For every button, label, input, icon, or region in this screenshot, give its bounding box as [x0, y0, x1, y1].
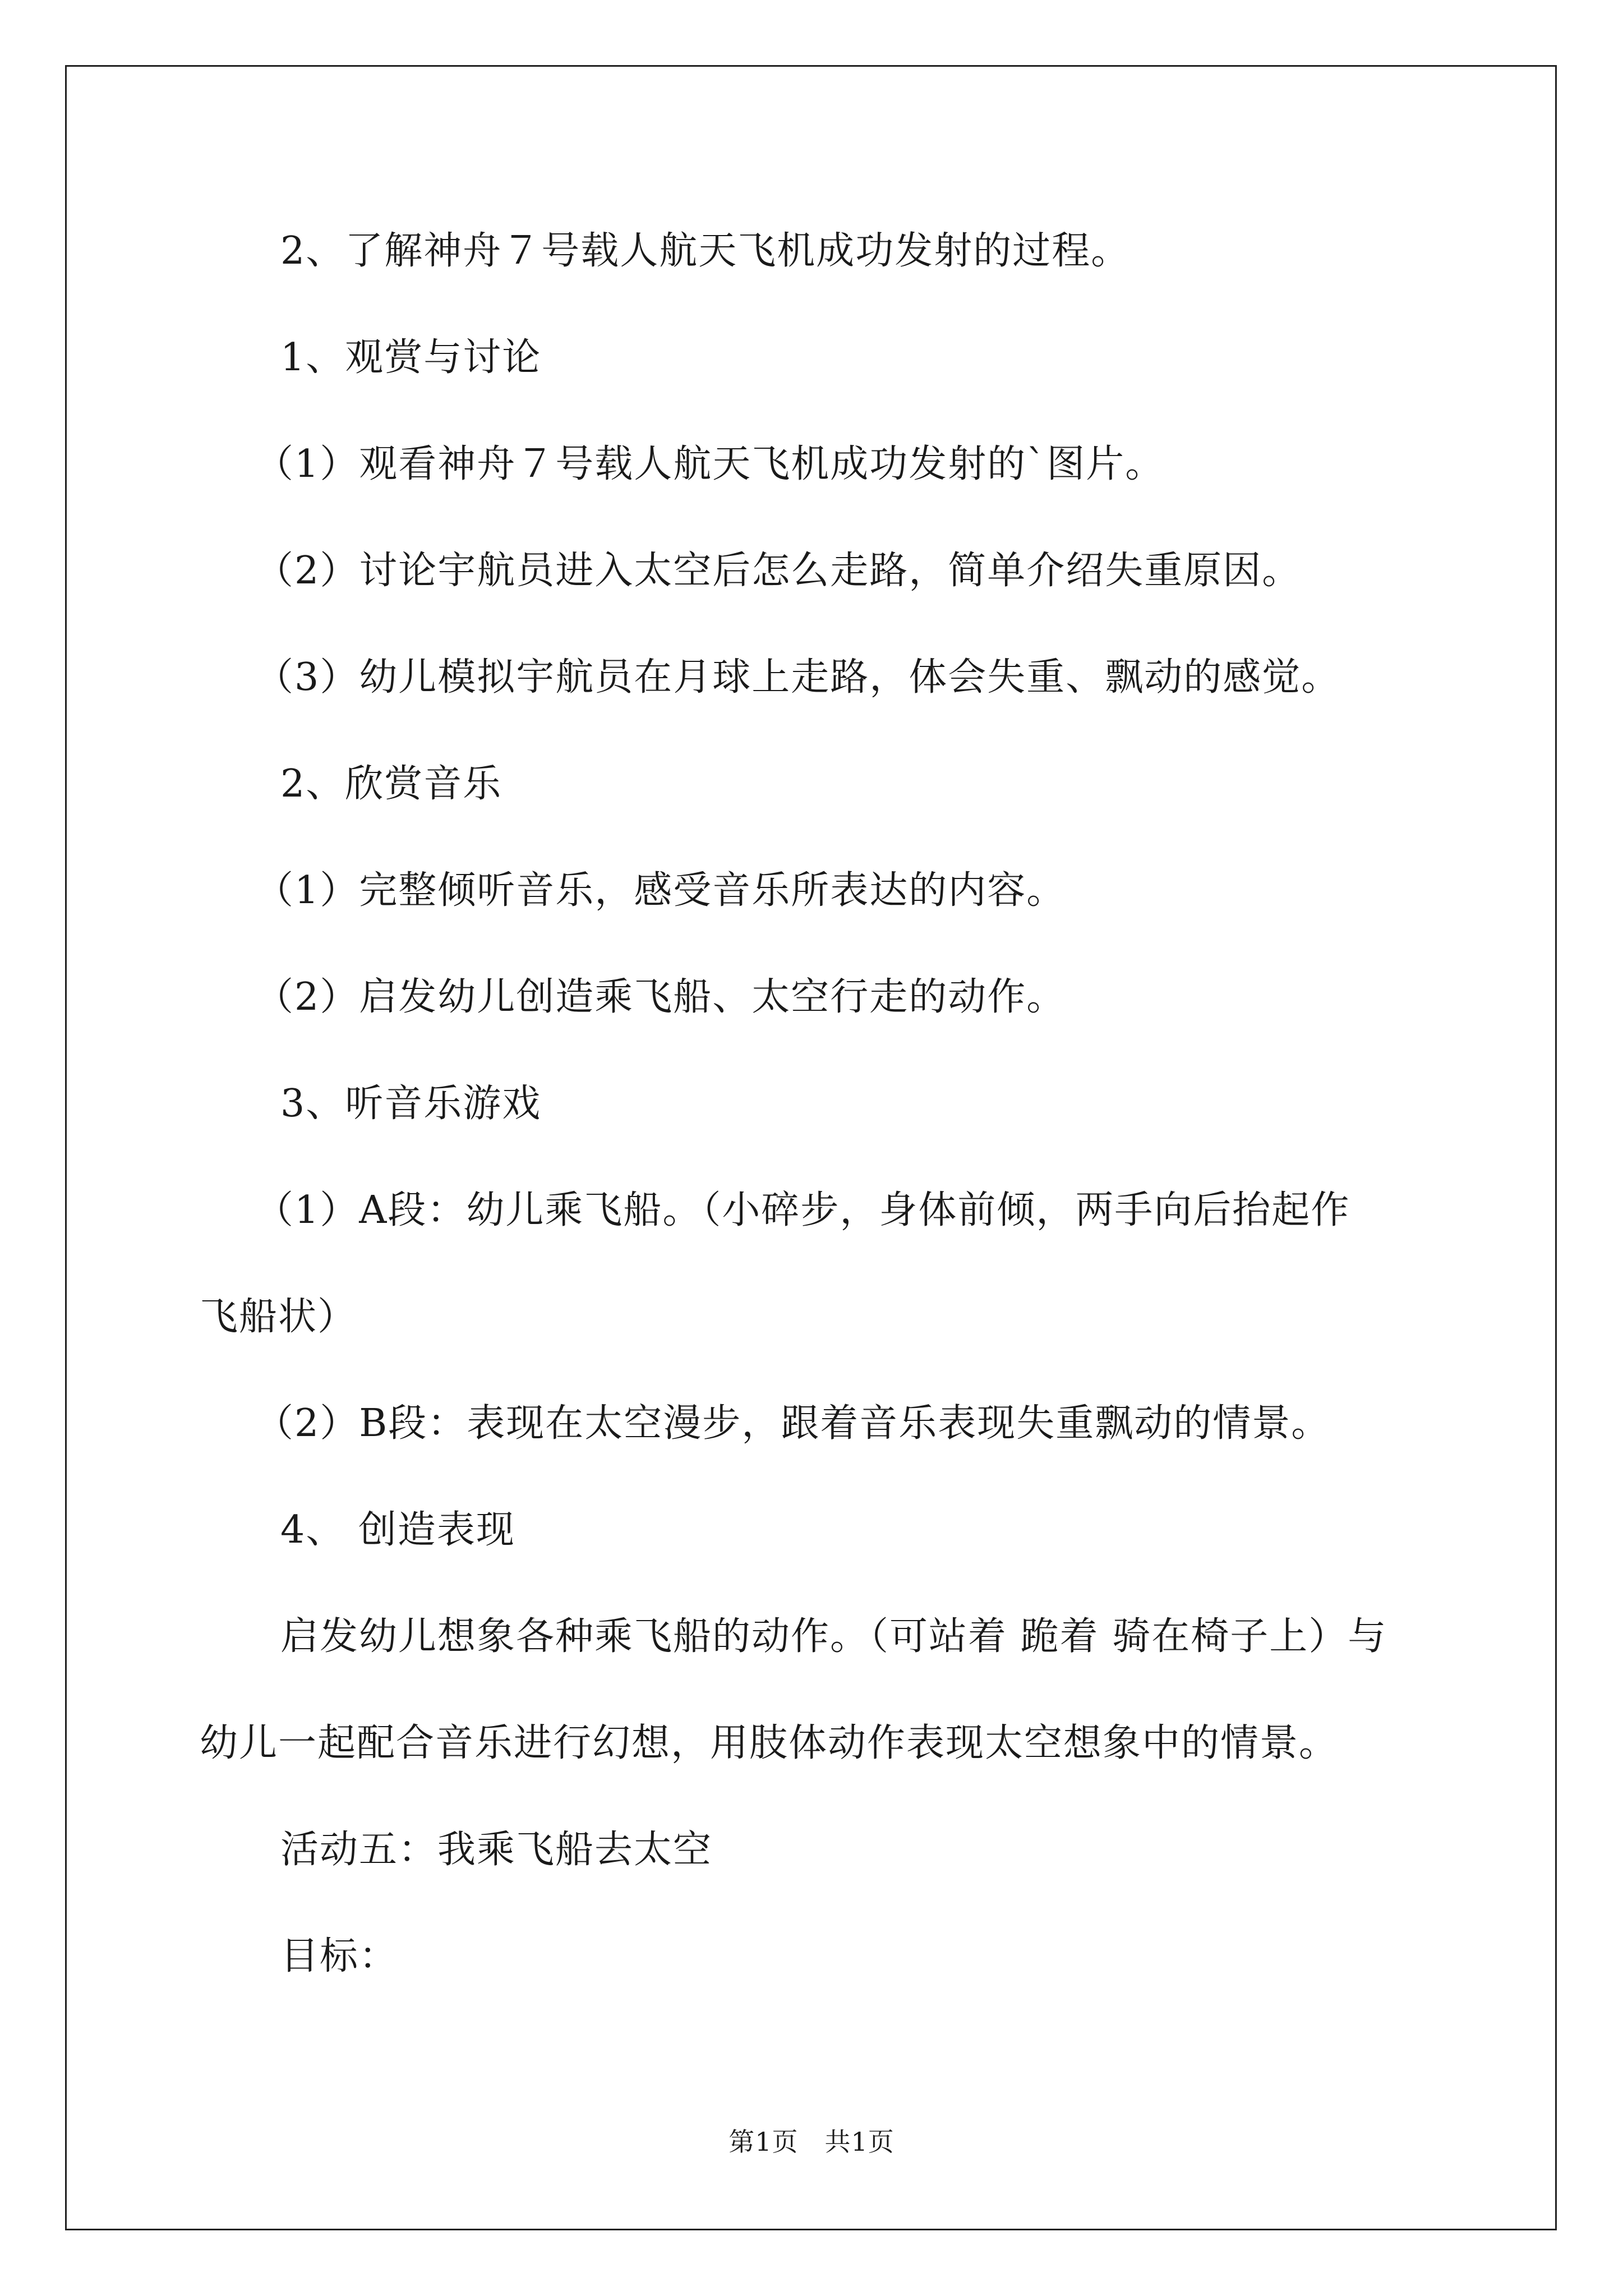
text-line-15: 幼儿一起配合音乐进行幻想，用肢体动作表现太空想象中的情景。	[200, 1721, 1339, 1765]
text-line-12: （2）B段：表现在太空漫步，跟着音乐表现失重飘动的情景。	[255, 1401, 1331, 1446]
text-line-8: （2）启发幼儿创造乘飞船、太空行走的动作。	[255, 975, 1066, 1019]
text-line-11: 飞船状）	[200, 1295, 357, 1339]
text-line-10: （1）A段：幼儿乘飞船。（小碎步，身体前倾，两手向后抬起作	[255, 1188, 1350, 1232]
text-line-14: 启发幼儿想象各种乘飞船的动作。（可站着 跪着 骑在椅子上）与	[280, 1614, 1387, 1659]
text-line-5: （3）幼儿模拟宇航员在月球上走路，体会失重、飘动的感觉。	[255, 655, 1341, 700]
goals-label: 目标：	[280, 1934, 399, 1978]
text-line-4: （2）讨论宇航员进入太空后怎么走路，简单介绍失重原因。	[255, 549, 1302, 593]
section-heading-1: 1、观赏与讨论	[280, 335, 542, 380]
activity-heading: 活动五：我乘飞船去太空	[280, 1828, 713, 1872]
page-footer: 第1页 共1页	[728, 2127, 895, 2157]
section-heading-4: 4、 创造表现	[280, 1508, 515, 1552]
section-heading-3: 3、听音乐游戏	[280, 1082, 542, 1126]
page-border	[65, 65, 1557, 2230]
text-line-3: （1）观看神舟７号载人航天飞机成功发射的`图片。	[255, 442, 1165, 486]
text-line-7: （1）完整倾听音乐，感受音乐所表达的内容。	[255, 868, 1066, 913]
text-line-1: 2、了解神舟７号载人航天飞机成功发射的过程。	[280, 229, 1131, 273]
section-heading-2: 2、欣赏音乐	[280, 762, 502, 806]
